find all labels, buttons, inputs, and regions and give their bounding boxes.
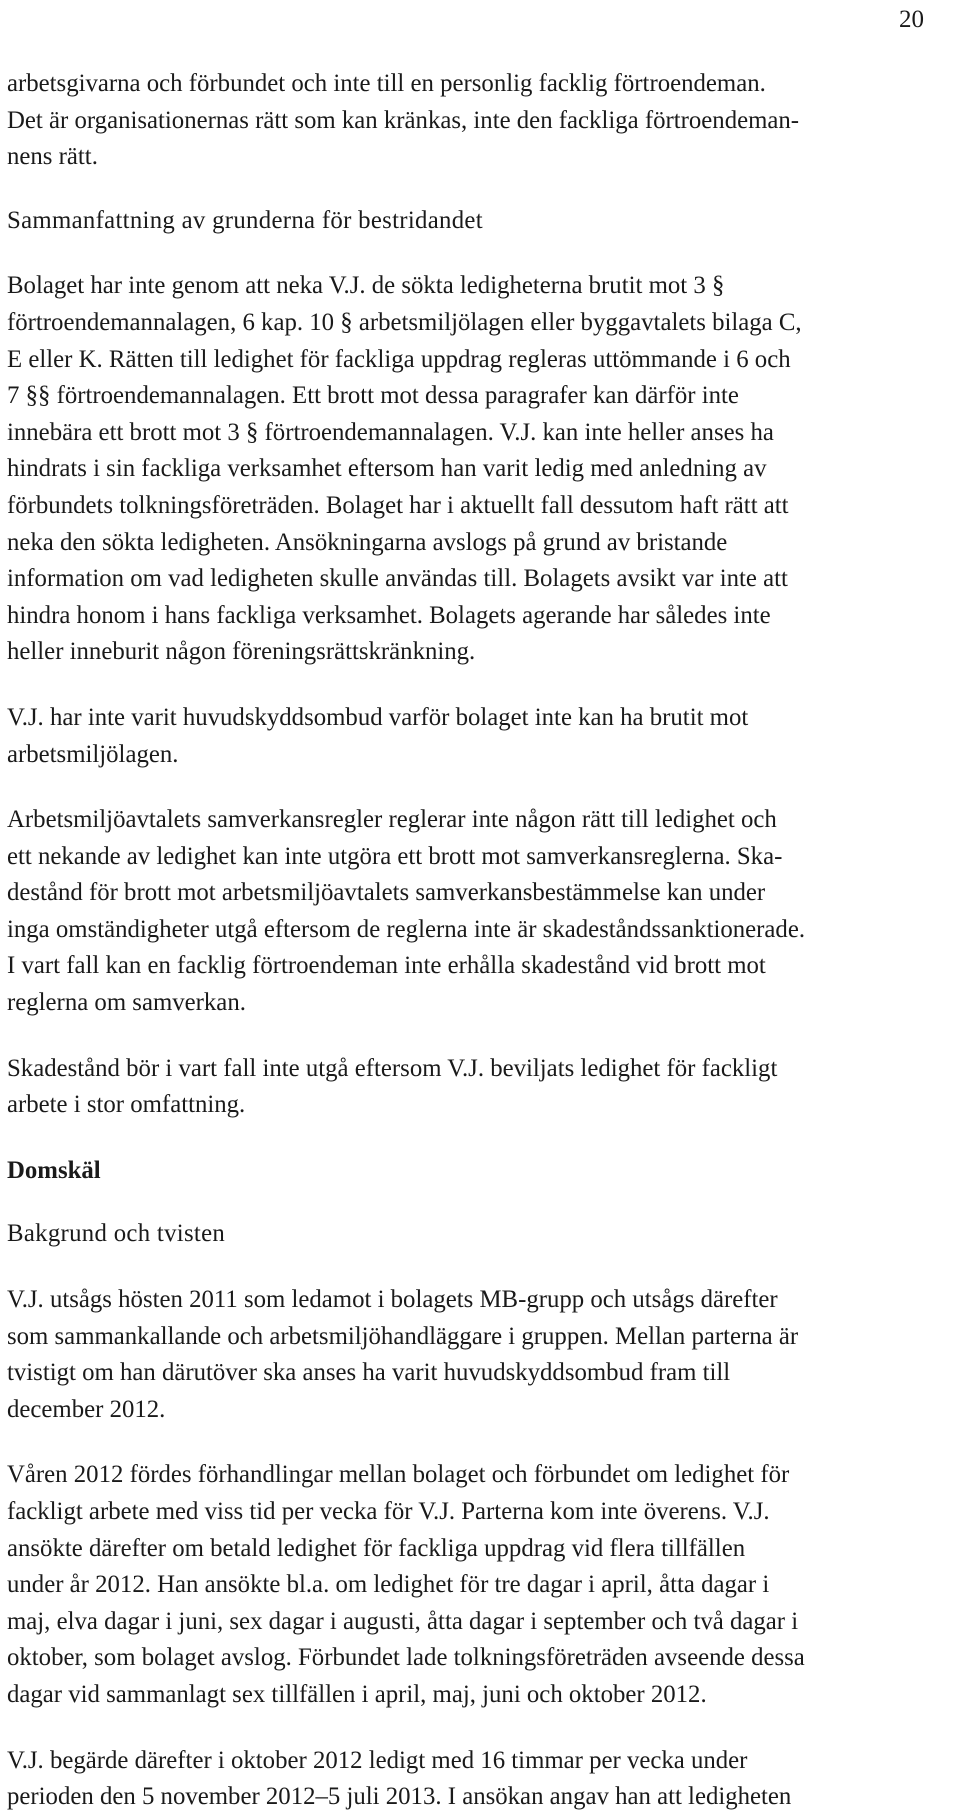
text-line: Skadestånd bör i vart fall inte utgå eftersom V.J. beviljats ledighet för fackligt bbox=[7, 1054, 778, 1082]
text-line: förtroendemannalagen, 6 kap. 10 § arbetsmiljölagen eller byggavtalets bilaga C, bbox=[7, 308, 802, 336]
text-line: I vart fall kan en facklig förtroendeman inte erhålla skadestånd vid brott mot bbox=[7, 952, 766, 980]
text-line: hindra honom i hans fackliga verksamhet. Bolagets agerande har således inte bbox=[7, 601, 771, 629]
text-line: ansökte därefter om betald ledighet för fackliga uppdrag vid flera tillfällen bbox=[7, 1534, 746, 1562]
text-line: arbetsgivarna och förbundet och inte till en personlig facklig förtroendeman. bbox=[7, 70, 766, 97]
text-line: destånd för brott mot arbetsmiljöavtalets samverkansbestämmelse kan under bbox=[7, 879, 766, 907]
paragraph-spacer bbox=[7, 1714, 957, 1743]
text-line: ett nekande av ledighet kan inte utgöra ett brott mot samverkansreglerna. Ska- bbox=[7, 842, 783, 870]
text-line: inga omständigheter utgå eftersom de reglerna inte är skadeståndssanktionerade. bbox=[7, 915, 806, 943]
text-line: december 2012. bbox=[7, 1395, 166, 1423]
paragraph bbox=[7, 1457, 957, 1713]
text-line: Våren 2012 fördes förhandlingar mellan bolaget och förbundet om ledighet för bbox=[7, 1461, 790, 1489]
text-line: information om vad ledigheten skulle användas till. Bolagets avsikt var inte att bbox=[7, 565, 788, 593]
text-line: Det är organisationernas rätt som kan kränkas, inte den fackliga förtroendeman- bbox=[7, 106, 800, 134]
text-line: E eller K. Rätten till ledighet för fackliga uppdrag regleras uttömmande i 6 och bbox=[7, 345, 791, 373]
text-line: arbete i stor omfattning. bbox=[7, 1091, 246, 1119]
section-heading bbox=[7, 1153, 957, 1190]
text-line: maj, elva dagar i juni, sex dagar i augusti, åtta dagar i september och två dagar i bbox=[7, 1607, 799, 1635]
paragraph-spacer bbox=[7, 1124, 957, 1153]
paragraph bbox=[7, 1051, 957, 1124]
text-line: V.J. begärde därefter i oktober 2012 ledigt med 16 timmar per vecka under bbox=[7, 1746, 748, 1774]
page-number: 20 bbox=[899, 6, 924, 33]
paragraph-spacer bbox=[7, 671, 957, 700]
text-line: Domskäl bbox=[7, 1156, 101, 1184]
subheading bbox=[7, 1216, 957, 1253]
text-line: reglerna om samverkan. bbox=[7, 989, 246, 1017]
text-line: nens rätt. bbox=[7, 143, 98, 171]
paragraph bbox=[7, 1282, 957, 1428]
paragraph-spacer bbox=[7, 1428, 957, 1457]
text-line: Sammanfattning av grunderna för bestridandet bbox=[7, 206, 483, 234]
text-line: under år 2012. Han ansökte bl.a. om ledighet för tre dagar i april, åtta dagar i bbox=[7, 1571, 770, 1599]
paragraph-spacer bbox=[7, 176, 957, 203]
text-line: V.J. har inte varit huvudskyddsombud varför bolaget inte kan ha brutit mot bbox=[7, 703, 749, 731]
paragraph bbox=[7, 268, 957, 671]
subheading bbox=[7, 203, 957, 240]
paragraph-spacer bbox=[7, 773, 957, 802]
text-line: Arbetsmiljöavtalets samverkansregler reglerar inte någon rätt till ledighet och bbox=[7, 806, 777, 834]
paragraph-spacer bbox=[7, 1189, 957, 1216]
paragraph bbox=[7, 66, 957, 176]
paragraph-spacer bbox=[7, 239, 957, 268]
text-line: heller inneburit någon föreningsrättskränkning. bbox=[7, 638, 476, 666]
paragraph bbox=[7, 802, 957, 1022]
text-line: förbundets tolkningsföreträden. Bolaget har i aktuellt fall dessutom haft rätt att bbox=[7, 491, 789, 519]
paragraph-spacer bbox=[7, 1022, 957, 1051]
text-line: V.J. utsågs hösten 2011 som ledamot i bolagets MB-grupp och utsågs därefter bbox=[7, 1286, 778, 1314]
text-line: Bolaget har inte genom att neka V.J. de sökta ledigheterna brutit mot 3 § bbox=[7, 272, 725, 300]
text-line: neka den sökta ledigheten. Ansökningarna avslogs på grund av bristande bbox=[7, 528, 728, 556]
paragraph bbox=[7, 1743, 957, 1816]
text-line: Bakgrund och tvisten bbox=[7, 1220, 226, 1248]
paragraph-spacer bbox=[7, 1253, 957, 1282]
text-line: hindrats i sin fackliga verksamhet eftersom han varit ledig med anledning av bbox=[7, 455, 767, 483]
text-line: innebära ett brott mot 3 § förtroendemannalagen. V.J. kan inte heller anses ha bbox=[7, 418, 774, 446]
text-line: 7 §§ förtroendemannalagen. Ett brott mot dessa paragrafer kan därför inte bbox=[7, 382, 739, 410]
text-line: fackligt arbete med viss tid per vecka för V.J. Parterna kom inte överens. V.J. bbox=[7, 1498, 770, 1525]
document-body bbox=[7, 66, 957, 1816]
text-line: dagar vid sammanlagt sex tillfällen i april, maj, juni och oktober 2012. bbox=[7, 1680, 707, 1708]
text-line: tvistigt om han därutöver ska anses ha varit huvudskyddsombud fram till bbox=[7, 1359, 731, 1387]
text-line: arbetsmiljölagen. bbox=[7, 740, 179, 768]
text-line: som sammankallande och arbetsmiljöhandläggare i gruppen. Mellan parterna är bbox=[7, 1322, 799, 1350]
text-line: perioden den 5 november 2012–5 juli 2013. I ansökan angav han att ledigheten bbox=[7, 1783, 792, 1811]
paragraph bbox=[7, 700, 957, 773]
text-line: oktober, som bolaget avslog. Förbundet lade tolkningsföreträden avseende dessa bbox=[7, 1644, 805, 1672]
